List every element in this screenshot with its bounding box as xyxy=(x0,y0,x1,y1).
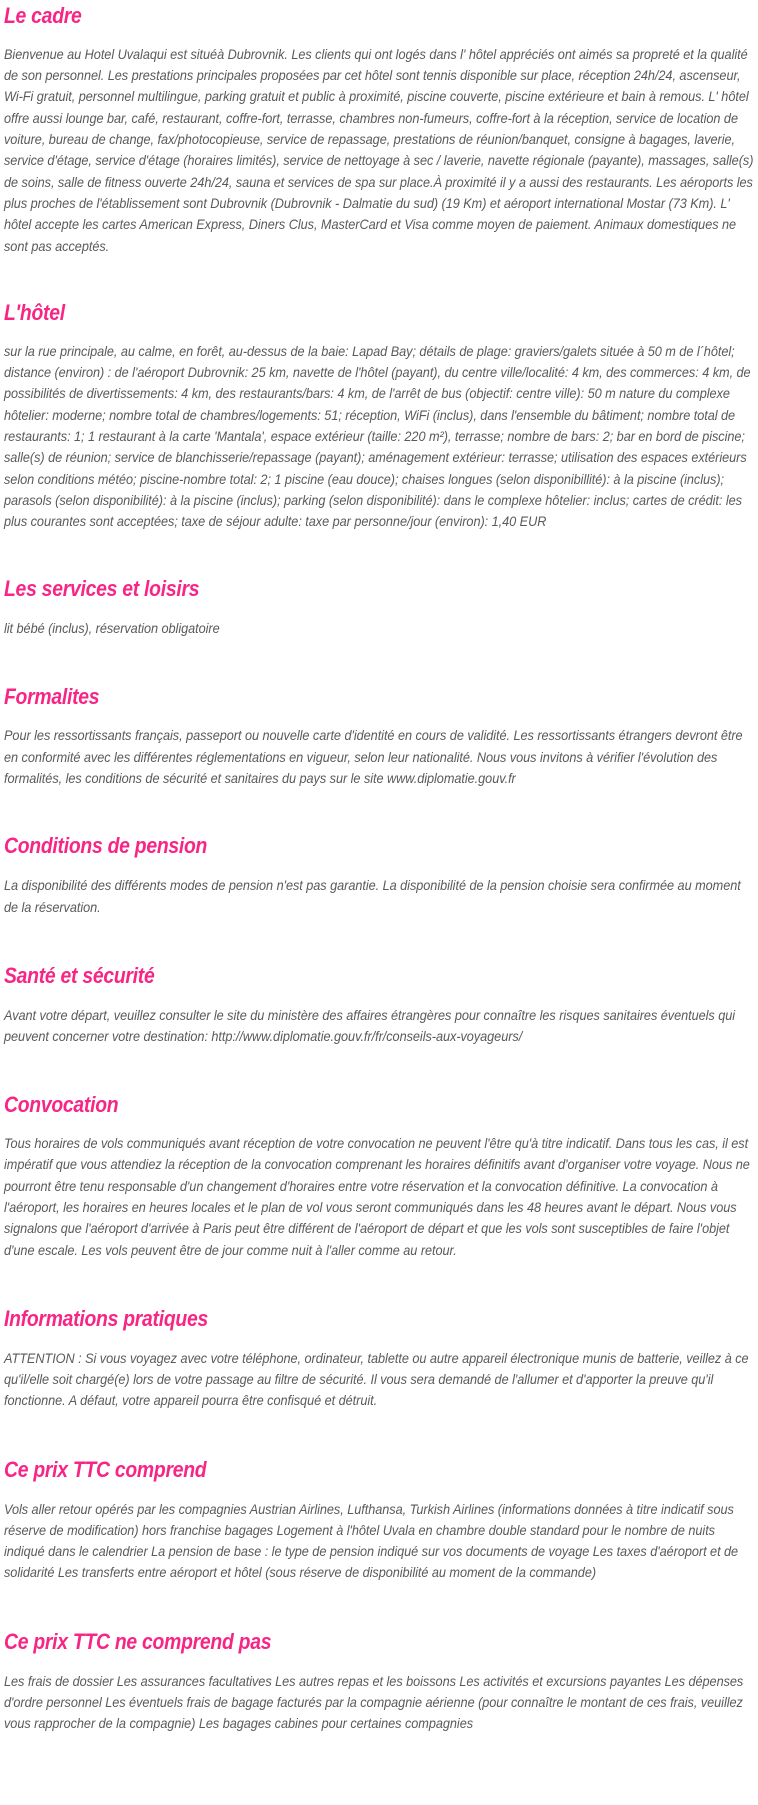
section-heading-ce-prix-ttc-ne-comprend-pas: Ce prix TTC ne comprend pas xyxy=(4,1628,272,1654)
section-ce-prix-ttc-comprend xyxy=(4,1412,752,1584)
section-les-services-et-loisirs xyxy=(4,532,752,639)
section-sante-et-securite xyxy=(4,918,752,1047)
section-text-le-cadre: Bienvenue au Hotel Uvalaqui est situéà Dubrovnik. Les clients qui ont logés dans l' hôtel appréciés ont aimés sa propreté et la qualité de son personnel. Les prestations principales proposées par cet hôtel sont tennis disponible sur place, réception 24h/24, ascenseur, Wi-Fi gratuit, personnel multilingue, parking gratuit et public à proximité, piscine couverte, piscine extérieure et bain à remous. L' hôtel offre aussi lounge bar, café, restaurant, coffre-fort, terrasse, chambres non-fumeurs, coffre-fort à la réception, service de location de voiture, bureau de change, fax/photocopieuse, service de repassage, prestations de réunion/banquet, consigne à bagages, laverie, service d'étage, service d'étage (horaires limités), service de nettoyage à sec / laverie, navette régionale (payante), massages, salle(s) de soins, salle de fitness ouverte 24h/24, sauna et services de spa sur place.À proximité il y a aussi des restaurants. Les aéroports les plus proches de l'établissement sont Dubrovnik (Dubrovnik - Dalmatie du sud) (19 Km) et aéroport international Mostar (73 Km). L' hôtel accepte les cartes American Express, Diners Clus, MasterCard et Visa comme moyen de paiement. Animaux domestiques ne sont pas acceptés. xyxy=(4,46,754,254)
section-heading-formalites: Formalites xyxy=(4,683,100,709)
section-le-cadre xyxy=(4,0,752,257)
section-l-hotel xyxy=(4,257,752,533)
section-text-ce-prix-ttc-ne-comprend-pas: Les frais de dossier Les assurances facultatives Les autres repas et les boissons Les activités et excursions payantes Les dépenses d'ordre personnel Les éventuels frais de bagage facturés par la compagnie aérienne (pour connaître le montant de ces frais, veuillez vous rapprocher de la compagnie) Les bagages cabines pour certaines compagnies xyxy=(4,1673,744,1732)
section-text-ce-prix-ttc-comprend: Vols aller retour opérés par les compagnies Austrian Airlines, Lufthansa, Turkish Airlines (informations données à titre indicatif sous réserve de modification) hors franchise bagages Logement à l'hôtel Uvala en chambre double standard pour le nombre de nuits indiqué dans le calendrier La pension de base : le type de pension indiqué sur vos documents de voyage Les taxes d'aéroport et de solidarité Les transferts entre aéroport et hôtel (sous réserve de disponibilité au moment de la commande) xyxy=(4,1501,739,1581)
section-convocation xyxy=(4,1047,752,1261)
section-text-formalites: Pour les ressortissants français, passeport ou nouvelle carte d'identité en cours de validité. Les ressortissants étrangers devront être en conformité avec les différentes réglementations en vigueur, selon leur nationalité. Nous vous invitons à vérifier l'évolution des formalités, les conditions de sécurité et sanitaires du pays sur le site www.diplomatie.gouv.fr xyxy=(4,728,743,787)
section-text-sante-et-securite: Avant votre départ, veuillez consulter le site du ministère des affaires étrangères pour connaître les risques sanitaires éventuels qui peuvent concerner votre destination: http://www.diplomatie.gouv.fr/fr/conseils-aux-voyageurs/ xyxy=(4,1007,736,1044)
section-heading-les-services-et-loisirs: Les services et loisirs xyxy=(4,576,200,602)
section-heading-ce-prix-ttc-comprend: Ce prix TTC comprend xyxy=(4,1456,207,1482)
section-text-les-services-et-loisirs: lit bébé (inclus), réservation obligatoire xyxy=(4,621,220,637)
section-heading-l-hotel: L'hôtel xyxy=(4,299,65,325)
section-text-convocation: Tous horaires de vols communiqués avant réception de votre convocation ne peuvent l'être qu'à titre indicatif. Dans tous les cas, il est impératif que vous attendiez la réception de la convocation comprenant les horaires définitifs avant d'organiser votre voyage. Nous ne pourront être tenu responsable d'un changement d'horaires entre votre réservation et la convocation définitive. La convocation à l'aéroport, les horaires en heures locales et le plan de vol vous seront communiqués dans les 48 heures avant le départ. Nous vous signalons que l'aéroport d'arrivée à Paris peut être différent de l'aéroport de départ et que les vols sont susceptibles de faire l'objet d'une escale. Les vols peuvent être de jour comme nuit à l'aller comme au retour. xyxy=(4,1136,750,1258)
section-heading-conditions-de-pension: Conditions de pension xyxy=(4,833,208,859)
section-heading-convocation: Convocation xyxy=(4,1092,119,1118)
section-informations-pratiques xyxy=(4,1261,752,1412)
section-text-informations-pratiques: ATTENTION : Si vous voyagez avec votre téléphone, ordinateur, tablette ou autre appareil électronique munis de batterie, veillez à ce qu'il/elle soit chargé(e) lors de votre passage au filtre de sécurité. Il vous sera demandé de l'allumer et d'apporter la preuve qu'il fonctionne. A défaut, votre appareil pourra être confisqué et détruit. xyxy=(4,1350,749,1409)
section-text-conditions-de-pension: La disponibilité des différents modes de pension n'est pas garantie. La disponibilité de la pension choisie sera confirmée au moment de la réservation. xyxy=(4,878,741,915)
section-heading-sante-et-securite: Santé et sécurité xyxy=(4,962,155,988)
section-formalites xyxy=(4,640,752,790)
section-ce-prix-ttc-ne-comprend-pas xyxy=(4,1584,752,1735)
section-heading-le-cadre: Le cadre xyxy=(4,3,82,28)
section-text-l-hotel: sur la rue principale, au calme, en forêt, au-dessus de la baie: Lapad Bay; détails de plage: graviers/galets située à 50 m de l´hôtel; distance (environ) : de l'aéroport Dubrovnik: 25 km, navette de l'hôtel (payant), du centre ville/localité: 4 km, des commerces: 4 km, de possibilités de divertissements: 4 km, des restaurants/bars: 4 km, de l'arrêt de bus (objectif: centre ville): 50 m nature du complexe hôtelier: moderne; nombre total de chambres/logements: 51; réception, WiFi (inclus), dans l'ensemble du bâtiment; nombre total de restaurants: 1; 1 restaurant à la carte 'Mantala', espace extérieur (taille: 220 m²), terrasse; nombre de bars: 2; bar en bord de piscine; salle(s) de réunion; service de blanchisserie/repassage (payant); aménagement extérieur: terrasse; utilisation des espaces extérieurs selon conditions météo; piscine-nombre total: 2; 1 piscine (eau douce); chaises longues (selon disponibillité): à la piscine (inclus); parasols (selon disponibilité): à la piscine (inclus); parking (selon disponibilité): dans le complexe hôtelier: inclus; cartes de crédit: les plus courantes sont acceptées; taxe de séjour adulte: taxe par personne/jour (environ): 1,40 EUR xyxy=(4,343,751,530)
section-conditions-de-pension xyxy=(4,789,752,917)
section-heading-informations-pratiques: Informations pratiques xyxy=(4,1305,208,1331)
